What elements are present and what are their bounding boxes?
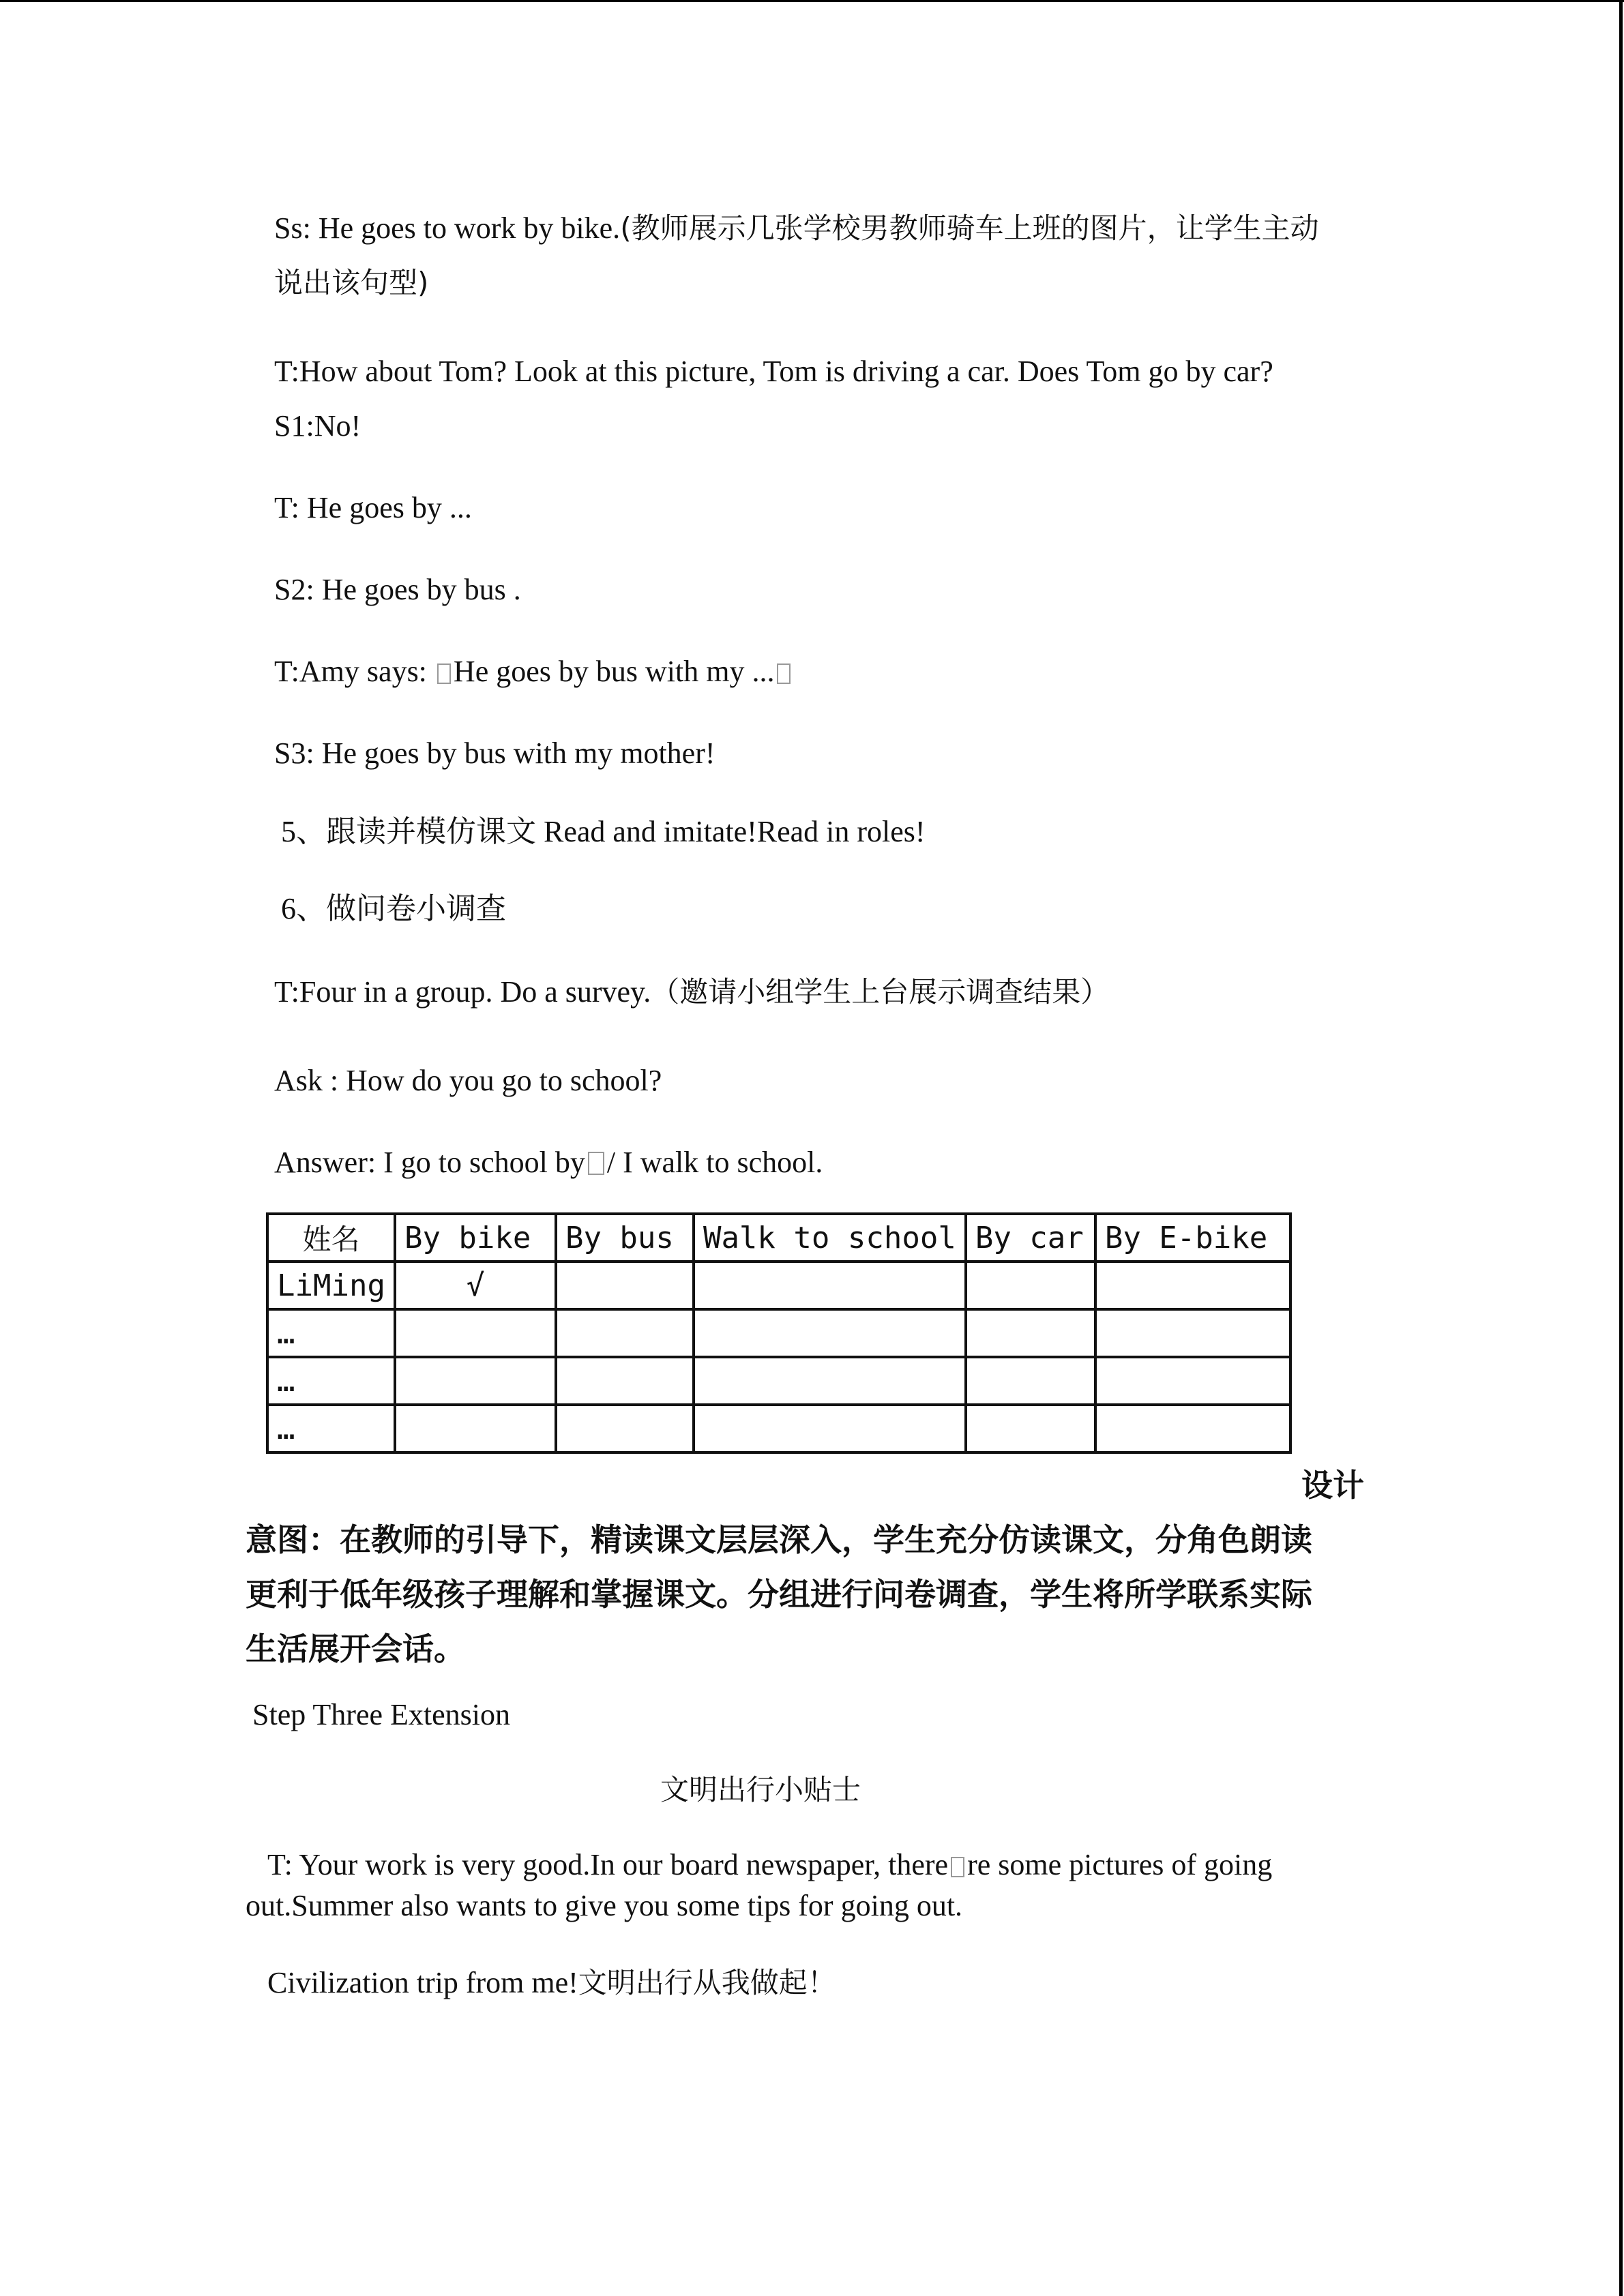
missing-glyph-box xyxy=(951,1857,964,1877)
table-row xyxy=(267,1405,1290,1452)
dialogue-line-ss xyxy=(274,208,1319,249)
table-cell xyxy=(395,1357,556,1405)
table-row xyxy=(267,1309,1290,1357)
table-cell xyxy=(694,1405,966,1452)
amy-says: T:Amy says: xyxy=(274,655,434,688)
header-by-bus: By bus xyxy=(556,1214,694,1262)
table-header-row xyxy=(267,1214,1290,1262)
table-cell xyxy=(1095,1405,1290,1452)
step-item-5: 5、跟读并模仿课文 Read and imitate!Read in roles! xyxy=(281,815,926,848)
page-right-border xyxy=(1619,0,1623,2296)
table-cell: … xyxy=(267,1309,395,1357)
table-cell xyxy=(556,1357,694,1405)
header-by-bike: By bike xyxy=(395,1214,556,1262)
dialogue-line-amy xyxy=(274,651,793,692)
table-cell xyxy=(1095,1309,1290,1357)
teacher-note-cont: 说出该句型) xyxy=(274,266,429,299)
table-cell: … xyxy=(267,1405,395,1452)
closing-cn: 文明出行从我做起！ xyxy=(578,1966,836,1999)
answer-part-1: Answer: I go to school by xyxy=(274,1146,585,1179)
header-by-ebike: By E-bike xyxy=(1095,1214,1290,1262)
header-name: 姓名 xyxy=(267,1214,395,1262)
missing-glyph-box xyxy=(777,664,791,684)
survey-instruction-en: T:Four in a group. Do a survey. xyxy=(274,975,651,1009)
table-cell xyxy=(556,1405,694,1452)
step-item-6: 6、做问卷小调查 xyxy=(281,892,506,925)
amy-quote: He goes by bus with my ... xyxy=(453,655,775,688)
tips-title: 文明出行小贴士 xyxy=(660,1773,861,1806)
check-mark: √ xyxy=(395,1262,556,1309)
design-purpose-line-3: 生活展开会话。 xyxy=(246,1630,465,1667)
survey-answer xyxy=(274,1142,823,1183)
survey-table xyxy=(266,1212,1292,1454)
design-purpose-line-2: 更利于低年级孩子理解和掌握课文。分组进行问卷调查，学生将所学联系实际 xyxy=(246,1576,1312,1613)
table-cell xyxy=(966,1405,1095,1452)
header-by-car: By car xyxy=(966,1214,1095,1262)
table-cell xyxy=(1095,1262,1290,1309)
table-cell xyxy=(1095,1357,1290,1405)
table-row xyxy=(267,1357,1290,1405)
dialogue-line-s1: S1:No! xyxy=(274,409,361,443)
paragraph-line-1 xyxy=(267,1845,1272,1885)
dialogue-line-tom: T:How about Tom? Look at this picture, Tom is driving a car. Does Tom go by car? xyxy=(274,355,1273,388)
closing-line xyxy=(267,1963,836,2003)
survey-instruction-cn: （邀请小组学生上台展示调查结果） xyxy=(651,975,1110,1009)
answer-part-2: / I walk to school. xyxy=(606,1146,823,1179)
table-cell: … xyxy=(267,1357,395,1405)
table-cell xyxy=(395,1309,556,1357)
table-cell xyxy=(694,1357,966,1405)
para-part-2: re some pictures of going xyxy=(967,1848,1273,1881)
teacher-note: (教师展示几张学校男教师骑车上班的图片，让学生主动 xyxy=(620,211,1319,245)
table-cell xyxy=(395,1405,556,1452)
step-three-heading: Step Three Extension xyxy=(252,1698,510,1731)
ss-sentence: Ss: He goes to work by bike. xyxy=(274,211,621,245)
table-cell xyxy=(966,1357,1095,1405)
table-row xyxy=(267,1262,1290,1309)
dialogue-line-t-goes: T: He goes by ... xyxy=(274,491,472,524)
dialogue-line-s3: S3: He goes by bus with my mother! xyxy=(274,736,715,770)
table-cell: LiMing xyxy=(267,1262,395,1309)
survey-instruction xyxy=(274,972,1109,1013)
design-label: 设计 xyxy=(1301,1467,1364,1504)
survey-question: Ask : How do you go to school? xyxy=(274,1064,662,1097)
table-cell xyxy=(556,1262,694,1309)
table-cell xyxy=(966,1309,1095,1357)
missing-glyph-box xyxy=(437,664,451,684)
para-part-1: T: Your work is very good.In our board newspaper, there xyxy=(267,1848,949,1881)
closing-en: Civilization trip from me! xyxy=(267,1966,578,1999)
table-cell xyxy=(694,1262,966,1309)
paragraph-line-2: out.Summer also wants to give you some tips for going out. xyxy=(246,1889,963,1922)
table-cell xyxy=(694,1309,966,1357)
design-purpose-line-1: 意图：在教师的引导下，精读课文层层深入，学生充分仿读课文，分角色朗读 xyxy=(246,1521,1312,1558)
table-cell xyxy=(556,1309,694,1357)
page-top-border xyxy=(0,0,1624,2)
dialogue-line-s2: S2: He goes by bus . xyxy=(274,573,521,606)
blank-box xyxy=(588,1152,604,1175)
table-cell xyxy=(966,1262,1095,1309)
header-walk: Walk to school xyxy=(694,1214,966,1262)
